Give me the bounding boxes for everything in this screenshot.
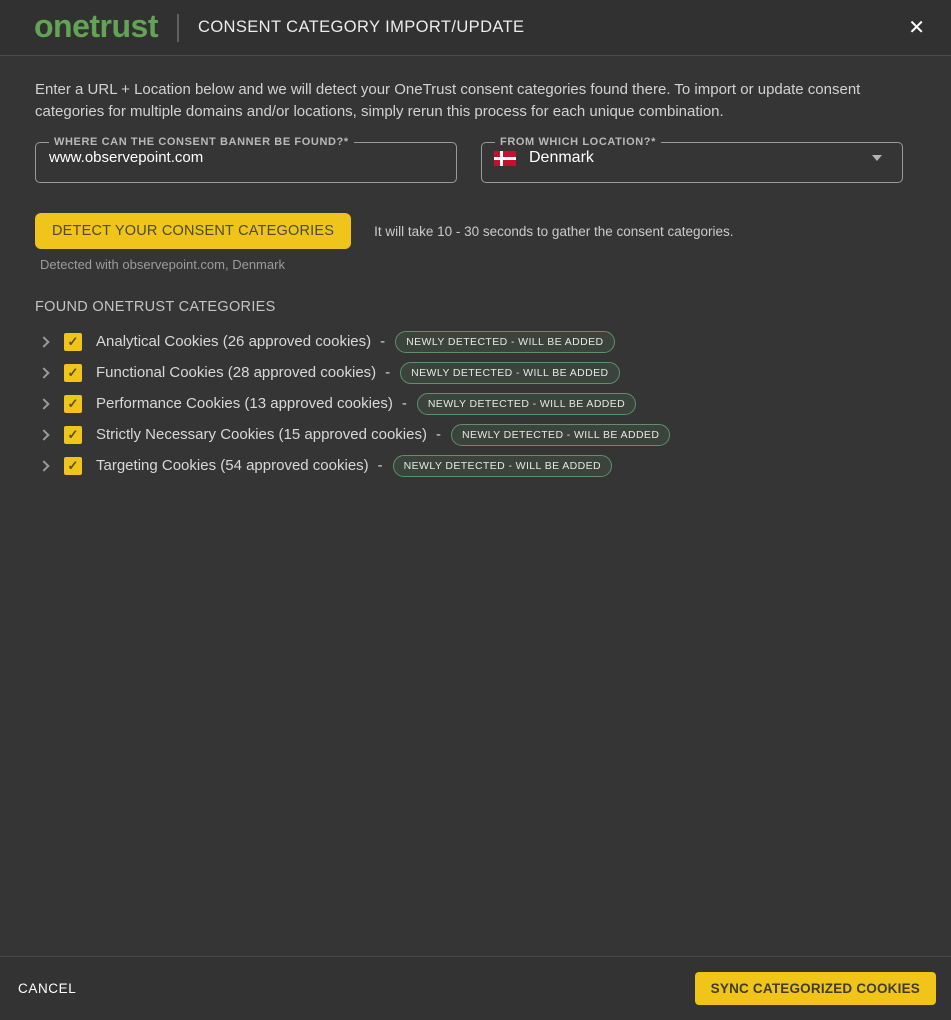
detect-consent-categories-button[interactable]: DETECT YOUR CONSENT CATEGORIES [35, 213, 351, 249]
denmark-flag-icon [494, 151, 516, 166]
category-label: Performance Cookies (13 approved cookies) [96, 395, 393, 412]
chevron-right-icon[interactable] [38, 336, 49, 347]
category-checkbox[interactable]: ✓ [64, 426, 82, 444]
status-badge: NEWLY DETECTED - WILL BE ADDED [417, 393, 636, 415]
category-list [35, 326, 916, 481]
category-separator: - [435, 426, 441, 443]
category-label: Targeting Cookies (54 approved cookies) [96, 457, 369, 474]
location-selected-value: Denmark [529, 149, 594, 166]
category-checkbox[interactable]: ✓ [64, 364, 82, 382]
category-checkbox[interactable]: ✓ [64, 333, 82, 351]
status-badge: NEWLY DETECTED - WILL BE ADDED [400, 362, 619, 384]
status-badge: NEWLY DETECTED - WILL BE ADDED [395, 331, 614, 353]
category-label: Functional Cookies (28 approved cookies) [96, 364, 377, 381]
chevron-down-icon [872, 155, 882, 161]
sync-categorized-cookies-button[interactable]: SYNC CATEGORIZED COOKIES [695, 972, 936, 1005]
category-checkbox[interactable]: ✓ [64, 395, 82, 413]
found-categories-heading: FOUND ONETRUST CATEGORIES [35, 299, 276, 315]
header-divider [177, 14, 179, 42]
status-badge: NEWLY DETECTED - WILL BE ADDED [393, 455, 612, 477]
category-separator: - [385, 364, 391, 381]
category-label: Strictly Necessary Cookies (15 approved cookies) [96, 426, 427, 443]
url-field-label: WHERE CAN THE CONSENT BANNER BE FOUND?* [54, 136, 349, 148]
category-checkbox[interactable]: ✓ [64, 457, 82, 475]
category-separator: - [401, 395, 407, 412]
category-label: Analytical Cookies (26 approved cookies) [96, 333, 372, 350]
detect-hint-text: It will take 10 - 30 seconds to gather the consent categories. [374, 223, 734, 239]
detect-status-text: Detected with observepoint.com, Denmark [40, 257, 285, 272]
chevron-right-icon[interactable] [38, 460, 49, 471]
modal-footer [0, 956, 951, 1020]
cancel-button[interactable]: CANCEL [16, 973, 78, 1004]
category-row-functional [35, 357, 916, 388]
category-separator: - [380, 333, 386, 350]
modal-title: CONSENT CATEGORY IMPORT/UPDATE [198, 18, 525, 36]
location-field-label: FROM WHICH LOCATION?* [500, 136, 656, 148]
detect-row [35, 213, 916, 249]
category-row-analytical [35, 326, 916, 357]
category-row-strictly-necessary [35, 419, 916, 450]
category-row-performance [35, 388, 916, 419]
url-input[interactable] [48, 148, 444, 166]
location-field-outline [481, 136, 903, 183]
modal-header [0, 0, 951, 56]
chevron-right-icon[interactable] [38, 367, 49, 378]
onetrust-logo: onetrust [34, 7, 158, 44]
chevron-right-icon[interactable] [38, 398, 49, 409]
modal-content [0, 56, 951, 956]
intro-text: Enter a URL + Location below and we will detect your OneTrust consent categories found there. To import or update consent categories for multiple domains and/or locations, simply rerun this process for each unique combination. [35, 81, 861, 120]
location-select[interactable] [494, 148, 890, 167]
category-row-targeting [35, 450, 916, 481]
form-fields-row [35, 136, 916, 183]
status-badge: NEWLY DETECTED - WILL BE ADDED [451, 424, 670, 446]
chevron-right-icon[interactable] [38, 429, 49, 440]
category-separator: - [377, 457, 383, 474]
url-field-outline [35, 136, 457, 183]
close-icon[interactable]: ✕ [908, 16, 925, 39]
